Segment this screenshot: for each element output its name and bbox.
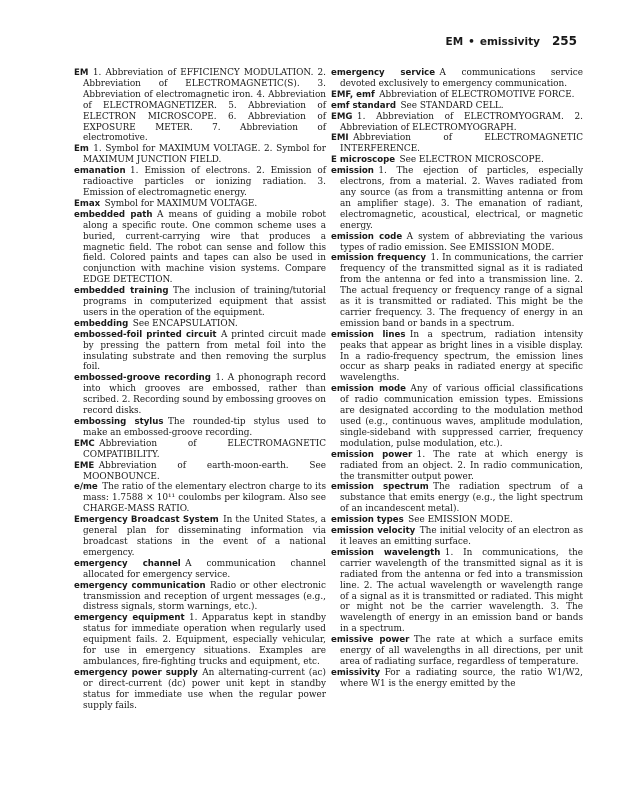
entry-definition: In the United States, a general plan for disseminating information via broadcast stations in the event of a national emergency.	[83, 515, 326, 558]
dictionary-entry	[331, 635, 583, 668]
entry-term: Emax	[74, 198, 101, 209]
running-header	[446, 34, 577, 48]
entry-definition: 1. Symbol for MAXIMUM VOLTAGE. 2. Symbol for MAXIMUM JUNCTION FIELD.	[83, 144, 326, 166]
entry-definition: 1. The ejection of particles, especially electrons, from a material. 2. Waves radiated from any source (as from a transmitting antenna or from an amplifier stage). 3. The emanation of radiant, electromagnetic, acoustical, electrical, or magnetic energy.	[340, 166, 583, 231]
entry-definition: The inclusion of training/tutorial programs in computerized equipment that assist users in the operation of the equipment.	[83, 286, 326, 318]
left-column	[74, 68, 326, 711]
entry-term: emergency power supply	[74, 667, 198, 678]
entry-term: EMC	[74, 438, 95, 449]
dictionary-entry	[331, 668, 583, 690]
entry-definition: The ratio of the elementary electron charge to its mass: 1.7588 × 10¹¹ coulombs per kilogram. Also see CHARGE-MASS RATIO.	[83, 482, 326, 515]
dictionary-entry	[74, 515, 326, 559]
entry-definition: A communications service devoted exclusively to emergency communication.	[340, 68, 583, 89]
entry-definition: 1. Apparatus kept in standby status for immediate operation when regularly used equipment fails. 2. Equipment, especially vehicular, for use in emergency situations. Examples are ambulances, fire-fighting trucks and equipment, etc.	[83, 613, 326, 667]
entry-definition: A means of guiding a mobile robot along a specific route. One common scheme uses a buried, current-carrying wire that produces a magnetic field. The robot can sense and follow this field. Colored paints and tapes can also be used in conjunction with machine vision systems. Compare EDGE DETECTION.	[83, 209, 326, 286]
entry-term: emission code	[331, 231, 403, 242]
entry-term: Em	[74, 144, 89, 155]
dictionary-entry	[74, 439, 326, 461]
entry-term: emergency communication	[74, 580, 206, 591]
entry-definition: In a spectrum, radiation intensity peaks that appear as bright lines in a visible display. In a radio-frequency spectrum, the emission lines occur as sharp peaks in radiated energy at specific wavelengths.	[340, 329, 584, 384]
dictionary-entry	[331, 101, 583, 112]
right-column	[331, 68, 583, 690]
dictionary-entry	[331, 90, 583, 101]
entry-term: emission power	[331, 449, 413, 460]
entry-term: embedded path	[74, 209, 153, 220]
dictionary-entry	[331, 450, 583, 483]
dictionary-entry	[74, 417, 326, 439]
entry-definition: A communication channel allocated for emergency service.	[83, 558, 326, 580]
entry-definition: Abbreviation of ELECTROMAGNETIC COMPATIBILITY.	[83, 438, 326, 460]
entry-term: emanation	[74, 166, 126, 177]
entry-term: emission spectrum	[331, 482, 429, 493]
entry-term: EME	[74, 460, 95, 471]
entry-term: emf standard	[331, 100, 396, 111]
entry-term: emission types	[331, 515, 404, 526]
entry-definition: The rate at which a surface emits energy of all wavelengths in all directions, per unit area of radiating surface, regardless of temperature.	[340, 635, 584, 667]
entry-term: emission velocity	[331, 526, 416, 537]
entry-definition: Abbreviation of ELECTROMOTIVE FORCE.	[379, 89, 575, 100]
dictionary-entry	[74, 210, 326, 286]
dictionary-entry	[74, 559, 326, 581]
dictionary-entry	[331, 68, 583, 90]
entry-term: emergency service	[331, 68, 436, 78]
entry-definition: See ELECTRON MICROSCOPE.	[399, 155, 544, 166]
dictionary-entry	[74, 373, 326, 417]
entry-term: EMI	[331, 133, 349, 144]
entry-definition: A printed circuit made by pressing the pattern from metal foil into the insulating substrate and then removing the surplus foil.	[83, 329, 326, 373]
dictionary-entry	[74, 286, 326, 319]
entry-term: embedding	[74, 318, 129, 329]
entry-term: emissive power	[331, 635, 410, 646]
dictionary-entry	[331, 166, 583, 231]
entry-term: embossed-groove recording	[74, 373, 211, 384]
dictionary-entry	[331, 384, 583, 449]
entry-definition: 1. A phonograph record into which grooves are embossed, rather than scribed. 2. Recording sound by embossing grooves on record disks.	[83, 373, 327, 417]
entry-definition: Abbreviation of ELECTROMAGNETIC INTERFERENCE.	[340, 133, 583, 155]
entry-definition: Any of various official classifications of radio communication emission types. Emissions are designated according to the modulation method used (e.g., continuous waves, amplitude modulation, single-sideband with suppressed carrier, frequency modulation, pulse modulation, etc.).	[340, 384, 583, 449]
entry-definition: Radio or other electronic transmission and reception of urgent messages (e.g., distress signals, storm warnings, etc.).	[83, 580, 326, 613]
entry-term: embossed-foil printed circuit	[74, 329, 217, 340]
dictionary-entry	[74, 166, 326, 199]
entry-definition: An alternating-current (ac) or direct-current (dc) power unit kept in standby status for immediate use when the regular power supply fails.	[83, 667, 326, 711]
entry-definition: Symbol for MAXIMUM VOLTAGE.	[104, 198, 258, 209]
dictionary-entry	[74, 668, 326, 712]
guide-word-start: EM	[445, 36, 464, 48]
guide-word-separator: •	[468, 36, 475, 48]
entry-definition: For a radiating source, the ratio W1/W2, where W1 is the energy emitted by the	[340, 667, 583, 689]
entry-definition: 1. Emission of electrons. 2. Emission of radioactive particles or ionizing radiation. 3. Emission of electromagnetic energy.	[83, 166, 326, 198]
entry-term: EMG	[331, 111, 353, 122]
dictionary-entry	[74, 613, 326, 668]
entry-definition: A system of abbreviating the various types of radio emission. See EMISSION MODE.	[340, 231, 583, 253]
entry-term: emissivity	[331, 667, 381, 678]
dictionary-entry	[331, 330, 583, 385]
entry-definition: See ENCAPSULATION.	[132, 318, 238, 329]
entry-term: emission mode	[331, 384, 406, 395]
dictionary-entry	[74, 319, 326, 330]
dictionary-entry	[331, 253, 583, 329]
dictionary-entry	[74, 461, 326, 483]
dictionary-entry	[74, 581, 326, 614]
dictionary-entry	[331, 482, 583, 515]
entry-term: emergency channel	[74, 558, 181, 569]
entry-definition: 1. In communications, the carrier frequency of the transmitted signal as it is radiated from the antenna or fed into a transmission line. 2. The actual frequency or frequency range of a signal as it is transmitted or radiated. This might be the carrier frequency. 3. The frequency of energy in an emission band or bands in a spectrum.	[340, 253, 583, 329]
entry-term: EMF, emf	[331, 89, 375, 100]
entry-definition: See STANDARD CELL.	[400, 100, 504, 111]
entry-definition: 1. In communications, the carrier wavelength of the transmitted signal as it is radiated from the antenna or fed into a transmission line. 2. The actual wavelength or wavelength range of a signal as it is transmitted or radiated. This might or might not be the carrier wavelength. 3. The wavelength of energy in an emission band or bands in a spectrum.	[340, 547, 583, 635]
dictionary-entry	[74, 482, 326, 515]
dictionary-entry	[331, 155, 583, 166]
dictionary-entry	[331, 526, 583, 548]
entry-term: emergency equipment	[74, 613, 185, 624]
entry-term: embossing stylus	[74, 417, 164, 427]
dictionary-entry	[331, 515, 583, 526]
entry-term: embedded training	[74, 286, 169, 297]
dictionary-entry	[331, 112, 583, 134]
entry-definition: The rounded-tip stylus used to make an embossed-groove recording.	[83, 417, 327, 438]
guide-word-end: emissivity	[479, 36, 540, 48]
entry-term: E microscope	[331, 155, 396, 166]
entry-term: EM	[74, 68, 89, 78]
dictionary-entry	[331, 548, 583, 635]
dictionary-entry	[74, 199, 326, 210]
dictionary-entry	[74, 144, 326, 166]
entry-definition: The initial velocity of an electron as it leaves an emitting surface.	[340, 526, 583, 547]
entry-definition: 1. Abbreviation of ELECTROMYOGRAM. 2. Abbreviation of ELECTROMYOGRAPH.	[340, 111, 583, 133]
entry-term: emission lines	[331, 329, 406, 340]
entry-definition: 1. Abbreviation of EFFICIENCY MODULATION. 2. Abbreviation of ELECTROMAGNETIC(S). 3. Abbreviation of electromagnetic iron. 4. Abbreviation of ELECTROMAGNETIZER. 5. Abbreviation of ELECTRON MICROSCOPE. 6. Abbreviation of EXPOSURE METER. 7. Abbreviation of electromotive.	[83, 68, 326, 144]
dictionary-entry	[74, 330, 326, 374]
dictionary-entry	[331, 133, 583, 155]
entry-definition: The radiation spectrum of a substance that emits energy (e.g., the light spectrum of an incandescent metal).	[340, 482, 583, 515]
entry-definition: See EMISSION MODE.	[408, 515, 513, 526]
entry-term: emission	[331, 166, 374, 177]
page-number: 255	[551, 34, 577, 48]
entry-term: emission frequency	[331, 253, 426, 264]
entry-definition: Abbreviation of earth-moon-earth. See MOONBOUNCE.	[83, 460, 326, 482]
entry-term: e/me	[74, 482, 98, 493]
entry-term: emission wavelength	[331, 547, 441, 558]
dictionary-entry	[74, 68, 326, 144]
dictionary-entry	[331, 232, 583, 254]
entry-term: Emergency Broadcast System	[74, 515, 219, 526]
entry-definition: 1. The rate at which energy is radiated from an object. 2. In radio communication, the transmitter output power.	[340, 449, 583, 482]
